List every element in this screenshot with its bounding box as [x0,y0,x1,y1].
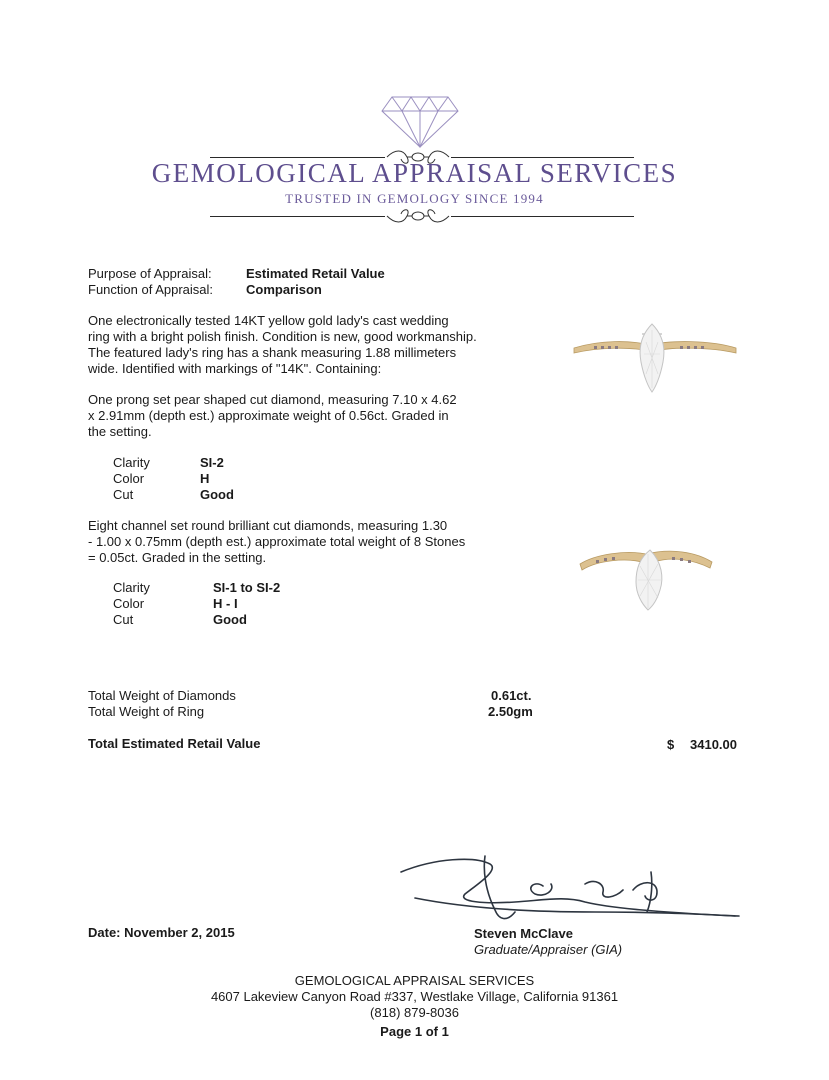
description-line: wide. Identified with markings of "14K". Containing: [88,361,382,376]
total-diamonds-label: Total Weight of Diamonds [88,688,236,703]
ring-description [88,313,508,377]
side-clarity-label: Clarity [113,580,150,595]
purpose-value: Estimated Retail Value [246,266,385,281]
side-cut-label: Cut [113,612,134,627]
description-line: One electronically tested 14KT yellow gold lady's cast wedding [88,313,449,328]
description-line: ring with a bright polish finish. Condition is new, good workmanship. [88,329,477,344]
diamond-logo-icon [380,93,460,149]
purpose-label: Purpose of Appraisal: [88,266,212,281]
side-clarity-value: SI-1 to SI-2 [213,580,281,595]
footer-company: GEMOLOGICAL APPRAISAL SERVICES [294,973,535,988]
page-number: Page 1 of 1 [380,1024,449,1039]
center-cut-value: Good [200,487,234,502]
appraisal-date: Date: November 2, 2015 [88,925,235,940]
function-label: Function of Appraisal: [88,282,214,297]
center-color-label: Color [113,471,145,486]
currency-symbol: $ [667,737,675,752]
center-stone-line: One prong set pear shaped cut diamond, measuring 7.10 x 4.62 [88,392,457,407]
function-value: Comparison [246,282,322,297]
side-stones-line: - 1.00 x 0.75mm (depth est.) approximate total weight of 8 Stones [88,534,466,549]
center-clarity-value: SI-2 [200,455,224,470]
company-tagline: TRUSTED IN GEMOLOGY SINCE 1994 [285,191,544,206]
center-clarity-label: Clarity [113,455,150,470]
footer-address: 4607 Lakeview Canyon Road #337, Westlake Village, California 91361 [210,989,619,1004]
side-color-value: H - I [213,596,238,611]
center-stone-line: x 2.91mm (depth est.) approximate weight of 0.56ct. Graded in [88,408,449,423]
total-diamonds-value: 0.61ct. [491,688,532,703]
total-retail-value: 3410.00 [690,737,737,752]
company-title: GEMOLOGICAL APPRAISAL SERVICES [151,158,678,188]
side-stones-line: = 0.05ct. Graded in the setting. [88,550,267,565]
ring-photo-angle [576,538,716,616]
center-stone-description [88,392,508,440]
footer-phone: (818) 879-8036 [370,1005,459,1020]
side-cut-value: Good [213,612,247,627]
total-ring-value: 2.50gm [488,704,533,719]
ring-photo-front [570,318,740,398]
appraiser-title: Graduate/Appraiser (GIA) [474,942,623,957]
side-stones-line: Eight channel set round brilliant cut diamonds, measuring 1.30 [88,518,448,533]
total-ring-label: Total Weight of Ring [88,704,205,719]
appraiser-name: Steven McClave [474,926,573,941]
center-cut-label: Cut [113,487,134,502]
description-line: The featured lady's ring has a shank measuring 1.88 millimeters [88,345,457,360]
flourish-bottom-icon [385,207,451,225]
side-color-label: Color [113,596,145,611]
appraiser-signature [395,850,740,930]
center-stone-line: the setting. [88,424,152,439]
side-stones-description [88,518,508,566]
center-color-value: H [200,471,210,486]
total-retail-label: Total Estimated Retail Value [88,736,261,751]
